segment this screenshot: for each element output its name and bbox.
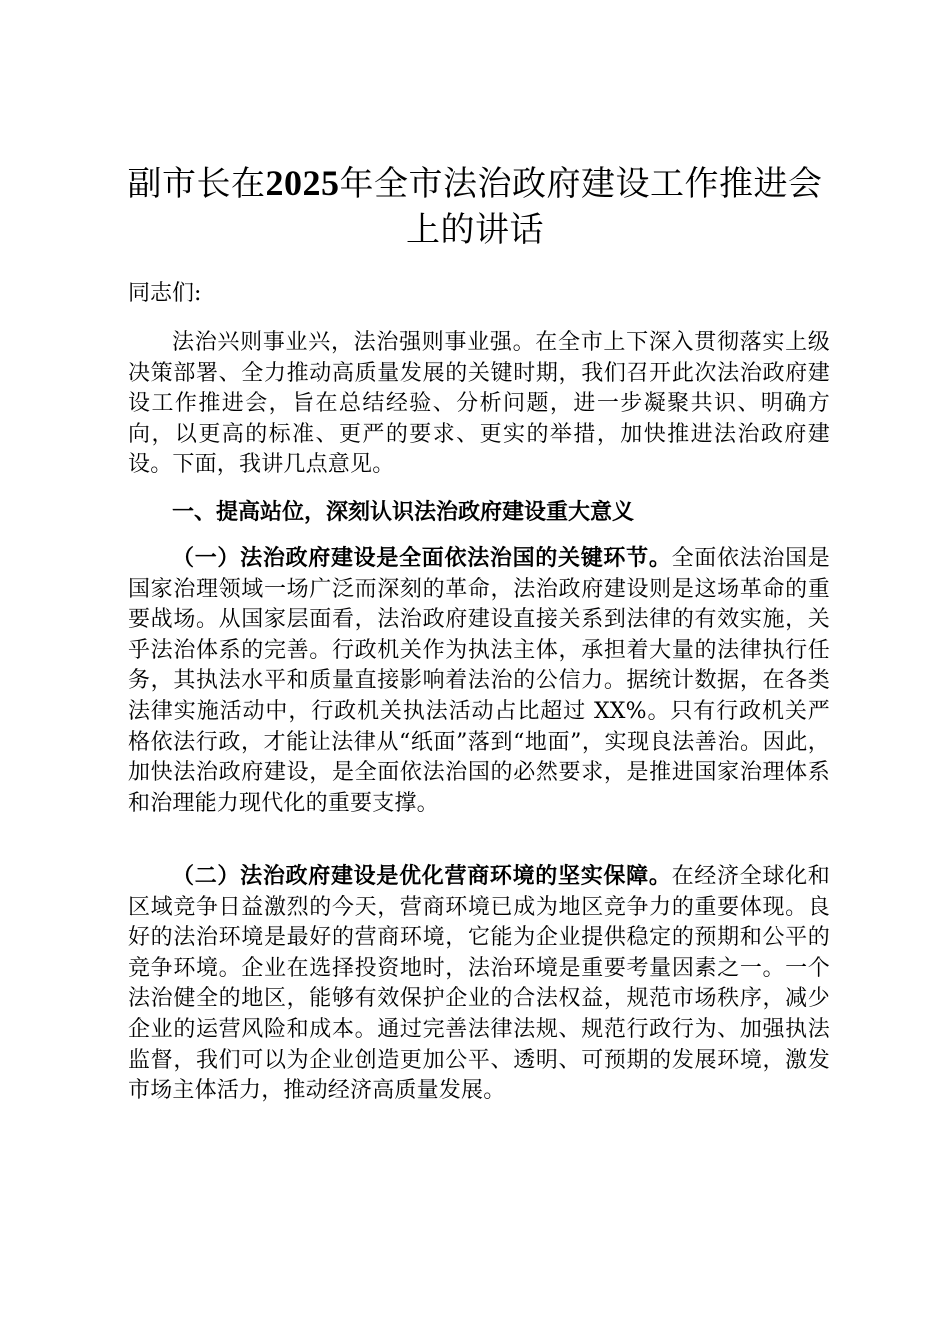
title-year: 2025 xyxy=(265,163,340,203)
subsection-2-body: 在经济全球化和区域竞争日益激烈的今天，营商环境已成为地区竞争力的重要体现。良好的法治环境是最好的营商环境，它能为企业提供稳定的预期和公平的竞争环境。企业在选择投资地时，法治环境是重要考量因素之一。一个法治健全的地区，能够有效保护企业的合法权益，规范市场秩序，减少企业的运营风险和成本。通过完善法律法规、规范行政行为、加强执法监督，我们可以为企业创造更加公平、透明、可预期的发展环境，激发市场主体活力，推动经济高质量发展。 xyxy=(128,864,831,1104)
subsection-1-body: 全面依法治国是国家治理领域一场广泛而深刻的革命，法治政府建设则是这场革命的重要战场。从国家层面看，法治政府建设直接关系到法律的有效实施，关乎法治体系的完善。行政机关作为执法主体，承担着大量的法律执行任务，其执法水平和质量直接影响着法治的公信力。据统计数据，在各类法律实施活动中，行政机关执法活动占比超过 XX%。只有行政机关严格依法行政，才能让法律从“纸面”落到“地面”，实现良法善治。因此，加快法治政府建设，是全面依法治国的必然要求，是推进国家治理体系和治理能力现代化的重要支撑。 xyxy=(128,546,831,816)
subsection-2-lead: （二）法治政府建设是优化营商环境的坚实保障。 xyxy=(172,863,672,889)
salutation: 同志们: xyxy=(128,281,202,306)
subsection-1-paragraph xyxy=(128,543,830,819)
subsection-2-paragraph xyxy=(128,861,830,1107)
section-heading-1: 一、提高站位，深刻认识法治政府建设重大意义 xyxy=(172,499,635,525)
subsection-1-lead: （一）法治政府建设是全面依法治国的关键环节。 xyxy=(172,545,672,571)
document-title xyxy=(120,160,830,253)
title-prefix: 副市长在 xyxy=(127,164,266,204)
intro-paragraph: 法治兴则事业兴，法治强则事业强。在全市上下深入贯彻落实上级决策部署、全力推动高质量发展的关键时期，我们召开此次法治政府建设工作推进会，旨在总结经验、分析问题，进一步凝聚共识、明确方向，以更高的标准、更严的要求、更实的举措，加快推进法治政府建设。下面，我讲几点意见。 xyxy=(128,330,830,478)
title-suffix: 年全市法治政府建设工作推进会上的讲话 xyxy=(339,164,823,250)
